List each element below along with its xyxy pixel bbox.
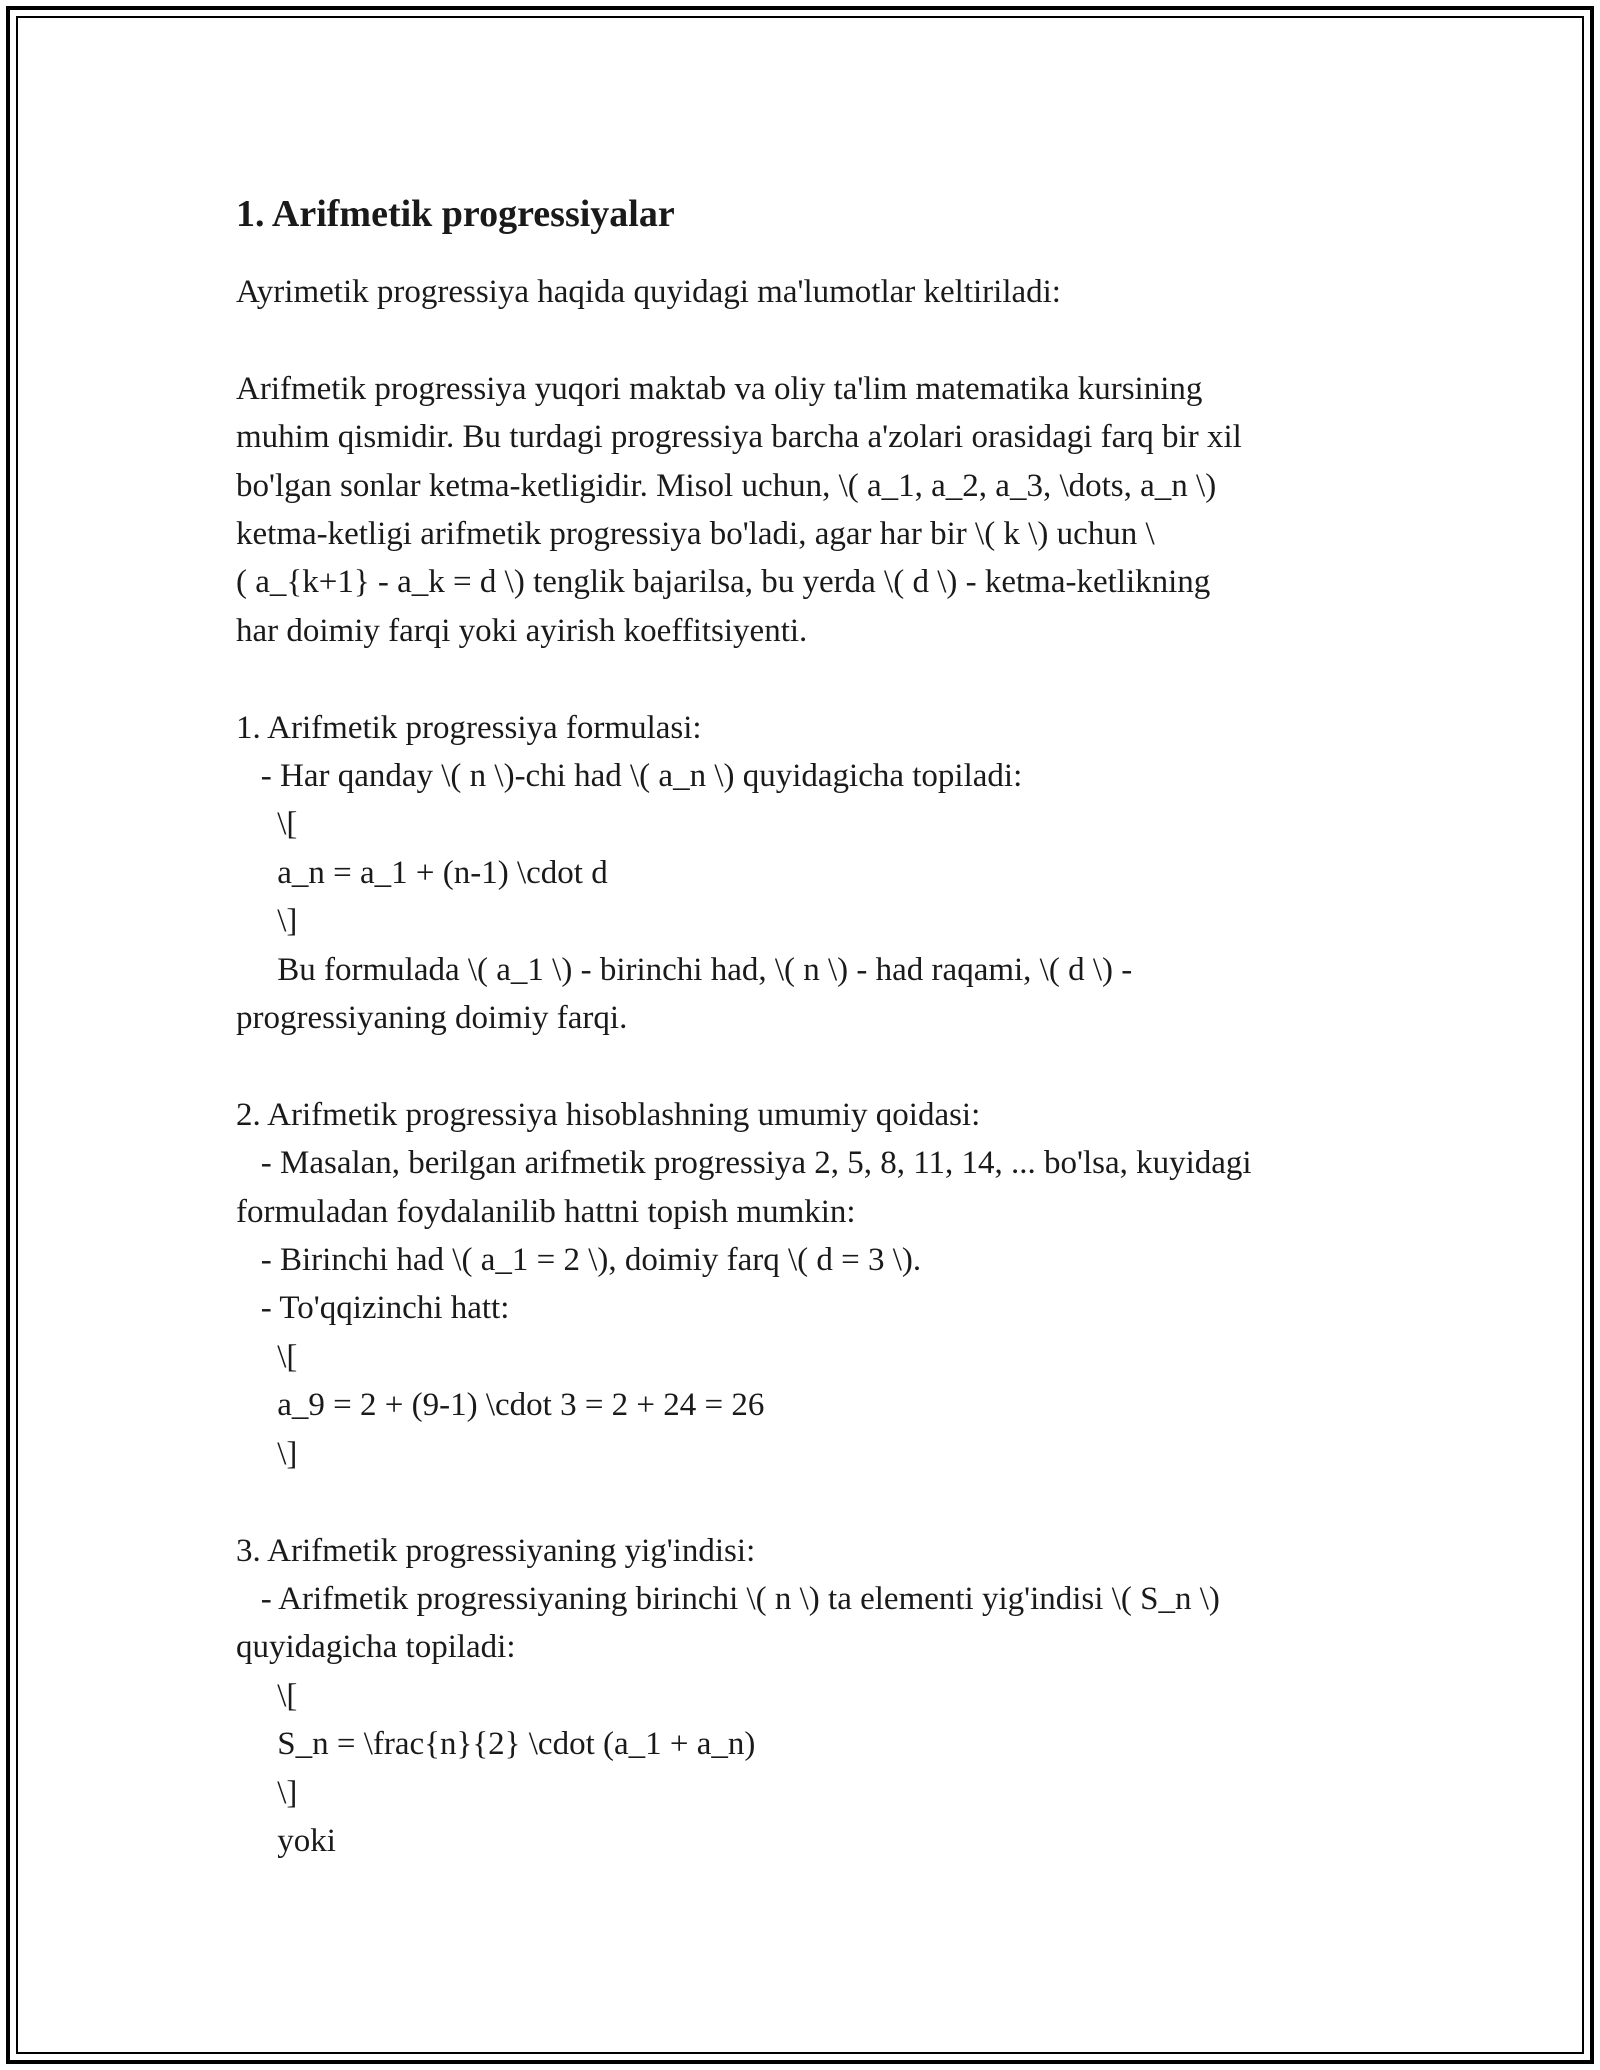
text-line: yoki	[236, 1822, 336, 1859]
text-line: ( a_{k+1} - a_k = d \) tenglik bajarilsa, bu yerda \( d \) - ketma-ketlikning	[236, 564, 1211, 601]
formula-line: \[	[236, 806, 298, 843]
text-line: formuladan foydalanilib hattni topish mumkin:	[236, 1193, 856, 1230]
formula-line: a_9 = 2 + (9-1) \cdot 3 = 2 + 24 = 26	[236, 1387, 765, 1424]
formula-line: a_n = a_1 + (n-1) \cdot d	[236, 854, 608, 891]
text-line: Ayrimetik progressiya haqida quyidagi ma'lumotlar keltiriladi:	[236, 274, 1061, 310]
text-line: Bu formulada \( a_1 \) - birinchi had, \( n \) - had raqami, \( d \) -	[236, 951, 1133, 988]
text-line: - Arifmetik progressiyaning birinchi \( n \) ta elementi yig'indisi \( S_n \)	[236, 1580, 1220, 1617]
blank-line	[236, 316, 1386, 364]
formula-line: \[	[236, 1677, 298, 1714]
formula-line: \]	[236, 903, 298, 940]
list-item-heading: 3. Arifmetik progressiyaning yig'indisi:	[236, 1532, 756, 1569]
text-line: - Birinchi had \( a_1 = 2 \), doimiy farq \( d = 3 \).	[236, 1242, 922, 1279]
list-item-heading: 2. Arifmetik progressiya hisoblashning umumiy qoidasi:	[236, 1096, 981, 1133]
text-line: Arifmetik progressiya yuqori maktab va oliy ta'lim matematika kursining	[236, 370, 1203, 407]
text-line: - To'qqizinchi hatt:	[236, 1290, 510, 1327]
text-line: quyidagicha topiladi:	[236, 1629, 516, 1666]
formula-line: S_n = \frac{n}{2} \cdot (a_1 + a_n)	[236, 1726, 756, 1763]
text-line: muhim qismidir. Bu turdagi progressiya barcha a'zolari orasidagi farq bir xil	[236, 419, 1242, 456]
blank-line	[236, 1478, 1386, 1526]
text-line: progressiyaning doimiy farqi.	[236, 1000, 628, 1037]
formula-line: \]	[236, 1435, 298, 1472]
section-heading: 1. Arifmetik progressiyalar	[236, 193, 675, 235]
text-line: bo'lgan sonlar ketma-ketligidir. Misol uchun, \( a_1, a_2, a_3, \dots, a_n \)	[236, 467, 1217, 504]
document-body	[236, 186, 1386, 1865]
formula-line: \]	[236, 1774, 298, 1811]
formula-line: \[	[236, 1338, 298, 1375]
text-line: ketma-ketligi arifmetik progressiya bo'ladi, agar har bir \( k \) uchun \	[236, 516, 1155, 553]
text-line: - Masalan, berilgan arifmetik progressiya 2, 5, 8, 11, 14, ... bo'lsa, kuyidagi	[236, 1145, 1252, 1182]
blank-line	[236, 1042, 1386, 1090]
text-line: har doimiy farqi yoki ayirish koeffitsiyenti.	[236, 612, 808, 649]
blank-line	[236, 655, 1386, 703]
text-line: - Har qanday \( n \)-chi had \( a_n \) quyidagicha topiladi:	[236, 758, 1023, 795]
text-body	[236, 268, 1386, 1865]
list-item-heading: 1. Arifmetik progressiya formulasi:	[236, 709, 702, 746]
